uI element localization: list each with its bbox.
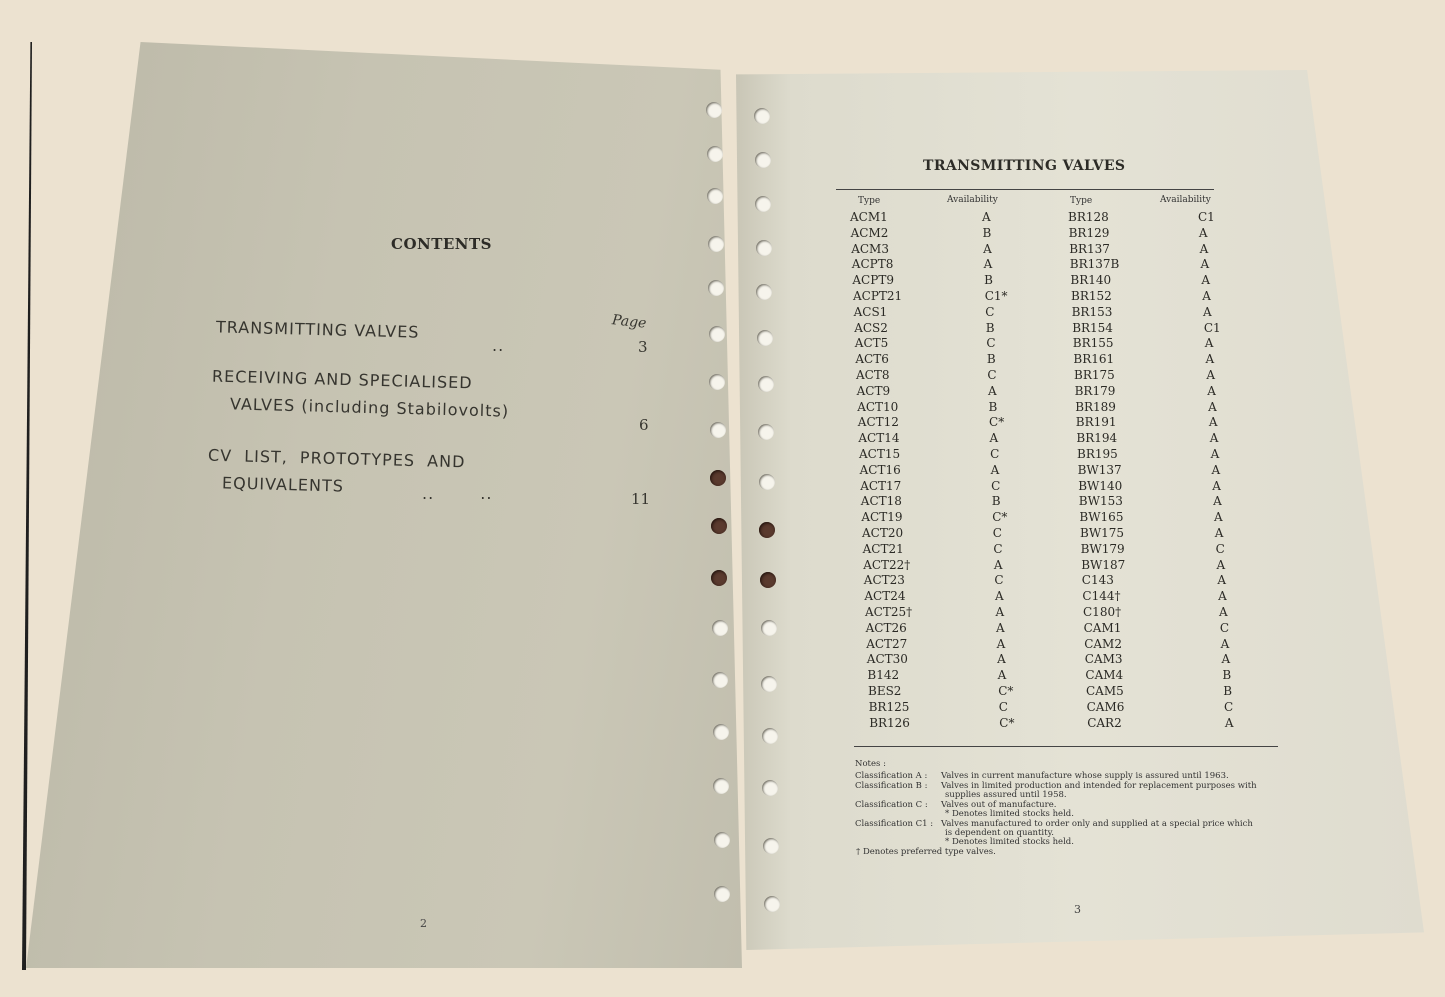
availability-cell: B: [988, 399, 998, 414]
type-cell: BR194: [1076, 431, 1118, 446]
availability-cell: A: [987, 383, 997, 398]
toc-entry-1-leader: ..: [492, 336, 505, 355]
type-cell: ACT19: [861, 510, 903, 525]
type-cell: BR129: [1068, 225, 1110, 240]
toc-entry-2-line-1: RECEIVING AND SPECIALISED: [211, 366, 473, 393]
note-text: Valves in current manufacture whose supply is assured until 1963.: [941, 771, 1229, 781]
type-cell: CAM3: [1084, 652, 1123, 667]
availability-cell: A: [1201, 273, 1211, 288]
availability-cell: A: [1213, 510, 1223, 525]
availability-cell: C: [1215, 541, 1225, 556]
binding-hole: [754, 108, 770, 124]
type-cell: ACS1: [853, 304, 888, 319]
availability-cell: C*: [992, 510, 1008, 525]
binding-hole: [711, 570, 727, 586]
availability-cell: A: [996, 620, 1005, 635]
page-title: TRANSMITTING VALVES: [923, 158, 1126, 174]
toc-entry-3-line-1: CV LIST, PROTOTYPES AND: [207, 445, 466, 472]
note-text: * Denotes limited stocks held.: [945, 809, 1074, 819]
availability-cell: A: [1220, 636, 1230, 651]
type-cell: ACT27: [866, 636, 908, 651]
type-cell: BR128: [1068, 210, 1109, 224]
type-cell: ACT14: [858, 431, 900, 446]
availability-cell: A: [1216, 557, 1226, 572]
availability-cell: A: [989, 431, 999, 446]
availability-cell: A: [1207, 383, 1216, 398]
type-cell: BR155: [1072, 336, 1114, 351]
toc-entry-1-line-1: TRANSMITTING VALVES: [215, 317, 420, 342]
note-text: is dependent on quantity.: [945, 828, 1054, 838]
type-cell: CAM1: [1083, 620, 1122, 635]
note-text: Valves out of manufacture.: [941, 800, 1057, 810]
availability-cell: A: [1205, 352, 1215, 367]
availability-cell: C: [986, 336, 996, 351]
availability-cell: A: [1210, 447, 1220, 461]
availability-cell: B: [985, 320, 995, 335]
binding-hole: [712, 620, 728, 636]
type-cell: ACT8: [856, 368, 890, 382]
table-bottom-rule: [854, 746, 1278, 747]
type-cell: ACT21: [862, 541, 904, 556]
book-cover-edge: [22, 42, 32, 970]
right-page-number: 3: [1074, 903, 1081, 916]
note-text: Valves manufactured to order only and supplied at a special price which: [941, 819, 1253, 829]
binding-hole: [760, 572, 776, 588]
availability-cell: B: [991, 494, 1001, 509]
availability-cell: A: [993, 557, 1003, 572]
availability-cell: C: [992, 526, 1002, 540]
availability-cell: C: [991, 478, 1001, 493]
type-cell: BR175: [1074, 368, 1115, 382]
toc-entry-2-line-2: VALVES (including Stabilovolts): [229, 394, 510, 421]
note-label: Classification C :: [855, 800, 928, 810]
type-cell: ACPT9: [852, 273, 894, 288]
binding-hole: [763, 838, 779, 854]
type-cell: BR126: [869, 715, 910, 730]
availability-cell: C: [994, 573, 1004, 588]
binding-hole: [761, 620, 777, 636]
type-cell: BR161: [1073, 352, 1115, 367]
note-label: Classification C1 :: [855, 819, 934, 829]
availability-cell: A: [997, 668, 1007, 683]
binding-hole: [712, 672, 728, 688]
availability-cell: A: [1203, 304, 1212, 319]
binding-hole: [713, 778, 729, 794]
availability-cell: A: [996, 636, 1006, 651]
type-cell: ACM2: [850, 225, 889, 240]
availability-cell: C*: [989, 415, 1005, 430]
type-cell: ACT12: [857, 415, 899, 430]
type-cell: ACPT8: [851, 257, 894, 272]
type-cell: BR137B: [1069, 257, 1120, 272]
availability-cell: C: [993, 541, 1003, 556]
type-cell: ACT20: [862, 526, 904, 540]
type-cell: BW153: [1078, 494, 1123, 509]
type-cell: ACT25†: [865, 605, 913, 619]
availability-cell: B: [986, 352, 996, 367]
type-cell: ACS2: [854, 320, 888, 335]
availability-cell: A: [1217, 573, 1226, 588]
type-cell: C144†: [1082, 589, 1121, 604]
type-cell: ACT16: [859, 462, 901, 477]
binding-hole: [706, 102, 722, 118]
page-column-label: Page: [611, 312, 648, 332]
header-availability-2: Availability: [1160, 195, 1211, 205]
type-cell: ACT5: [854, 336, 889, 351]
binding-hole: [713, 724, 729, 740]
availability-cell: B: [1222, 668, 1232, 683]
availability-cell: A: [1199, 241, 1209, 256]
type-cell: ACT22†: [863, 557, 911, 572]
availability-cell: C: [998, 699, 1008, 714]
availability-cell: A: [994, 589, 1004, 604]
header-type-2: Type: [1070, 196, 1093, 206]
footnote: † Denotes preferred type valves.: [856, 847, 996, 857]
binding-hole: [708, 236, 724, 252]
type-cell: BR189: [1075, 399, 1116, 414]
note-text: supplies assured until 1958.: [945, 790, 1067, 800]
availability-cell: C1: [1203, 320, 1221, 335]
availability-cell: B: [984, 273, 993, 288]
binding-hole: [759, 474, 775, 490]
availability-cell: C: [990, 447, 1000, 461]
availability-cell: B: [982, 225, 992, 240]
type-cell: BR191: [1075, 415, 1117, 430]
type-cell: BW165: [1079, 510, 1124, 525]
type-cell: ACT10: [857, 399, 899, 414]
type-cell: BR195: [1077, 447, 1118, 461]
type-cell: BR154: [1072, 320, 1113, 335]
type-cell: BW140: [1078, 478, 1123, 493]
type-cell: CAM4: [1085, 668, 1124, 683]
type-cell: CAM6: [1086, 699, 1125, 714]
availability-cell: A: [983, 257, 993, 272]
note-label: Classification A :: [855, 771, 928, 781]
binding-hole: [758, 376, 774, 392]
toc-entry-3-leader: .. ..: [422, 484, 493, 503]
binding-hole: [714, 832, 730, 848]
availability-cell: C: [987, 368, 997, 382]
type-cell: BR153: [1071, 304, 1113, 319]
type-cell: BW187: [1081, 557, 1126, 572]
availability-cell: C1*: [984, 289, 1008, 303]
availability-cell: A: [1208, 399, 1217, 414]
availability-cell: C1: [1198, 210, 1215, 224]
type-cell: CAM2: [1084, 636, 1122, 651]
availability-cell: C: [1219, 620, 1230, 635]
type-cell: ACT24: [864, 589, 906, 604]
binding-hole: [707, 188, 723, 204]
toc-entry-2-page: 6: [639, 416, 649, 434]
type-cell: BR152: [1071, 289, 1112, 303]
binding-hole: [708, 280, 724, 296]
binding-hole: [710, 470, 726, 486]
availability-cell: A: [1200, 257, 1210, 272]
type-cell: BW137: [1077, 462, 1122, 477]
availability-cell: C: [1224, 699, 1234, 714]
availability-cell: A: [995, 605, 1005, 619]
type-cell: BES2: [868, 684, 902, 698]
availability-cell: A: [983, 241, 992, 256]
table-top-rule: [836, 189, 1214, 190]
availability-cell: A: [1213, 494, 1222, 509]
type-cell: ACT18: [860, 494, 902, 509]
note-text: Valves in limited production and intended for replacement purposes with: [941, 781, 1257, 791]
type-cell: ACT23: [863, 573, 905, 588]
type-cell: BR140: [1070, 273, 1112, 288]
availability-cell: C: [985, 304, 995, 319]
type-cell: CAR2: [1087, 715, 1122, 730]
availability-cell: C*: [998, 684, 1014, 698]
availability-cell: A: [982, 210, 991, 224]
availability-cell: A: [1208, 415, 1218, 430]
type-cell: C143: [1081, 573, 1114, 588]
left-page-number: 2: [420, 917, 427, 930]
type-cell: ACT30: [866, 652, 908, 667]
contents-title: CONTENTS: [391, 235, 493, 253]
type-cell: ACT26: [865, 620, 907, 635]
type-cell: BW179: [1080, 541, 1125, 556]
binding-hole: [710, 422, 726, 438]
availability-cell: A: [1212, 478, 1221, 493]
binding-hole: [711, 518, 727, 534]
type-cell: ACT6: [855, 352, 889, 367]
header-availability-1: Availability: [947, 195, 998, 205]
type-cell: ACT17: [860, 478, 902, 493]
notes-label: Notes :: [855, 759, 886, 769]
availability-cell: B: [1223, 684, 1233, 698]
binding-hole: [757, 330, 773, 346]
type-cell: ACM3: [851, 241, 889, 256]
availability-cell: A: [997, 652, 1006, 667]
type-cell: BW175: [1080, 526, 1125, 540]
binding-hole: [709, 374, 725, 390]
toc-entry-3-page: 11: [631, 490, 651, 508]
binding-hole: [709, 326, 725, 342]
binding-hole: [714, 886, 730, 902]
binding-hole: [755, 152, 771, 168]
note-label: Classification B :: [855, 781, 928, 791]
toc-entry-3-line-2: EQUIVALENTS: [221, 473, 345, 496]
availability-cell: A: [1211, 462, 1221, 477]
type-cell: ACT9: [856, 383, 891, 398]
availability-cell: C*: [999, 715, 1015, 730]
binding-hole: [756, 240, 772, 256]
type-cell: CAM5: [1086, 684, 1124, 698]
type-cell: BR125: [868, 699, 910, 714]
type-cell: ACM1: [850, 210, 888, 224]
availability-cell: A: [1219, 605, 1228, 619]
binding-hole: [707, 146, 723, 162]
binding-hole: [762, 728, 778, 744]
availability-cell: A: [1204, 336, 1214, 351]
availability-cell: A: [1209, 431, 1219, 446]
availability-cell: A: [1224, 715, 1234, 730]
type-cell: ACT15: [859, 447, 901, 461]
type-cell: B142: [867, 668, 900, 683]
availability-cell: A: [1198, 225, 1208, 240]
type-cell: BR137: [1069, 241, 1110, 256]
toc-entry-1-page: 3: [638, 338, 648, 356]
availability-cell: A: [1218, 589, 1227, 604]
note-text: * Denotes limited stocks held.: [945, 837, 1074, 847]
binding-hole: [764, 896, 780, 912]
availability-cell: A: [1221, 652, 1231, 667]
availability-cell: A: [1202, 289, 1211, 303]
availability-cell: A: [1214, 526, 1224, 540]
type-cell: ACPT21: [853, 289, 903, 303]
availability-cell: A: [1206, 368, 1216, 382]
availability-cell: A: [990, 462, 1000, 477]
type-cell: C180†: [1083, 605, 1122, 619]
type-cell: BR179: [1074, 383, 1116, 398]
header-type-1: Type: [858, 196, 881, 206]
